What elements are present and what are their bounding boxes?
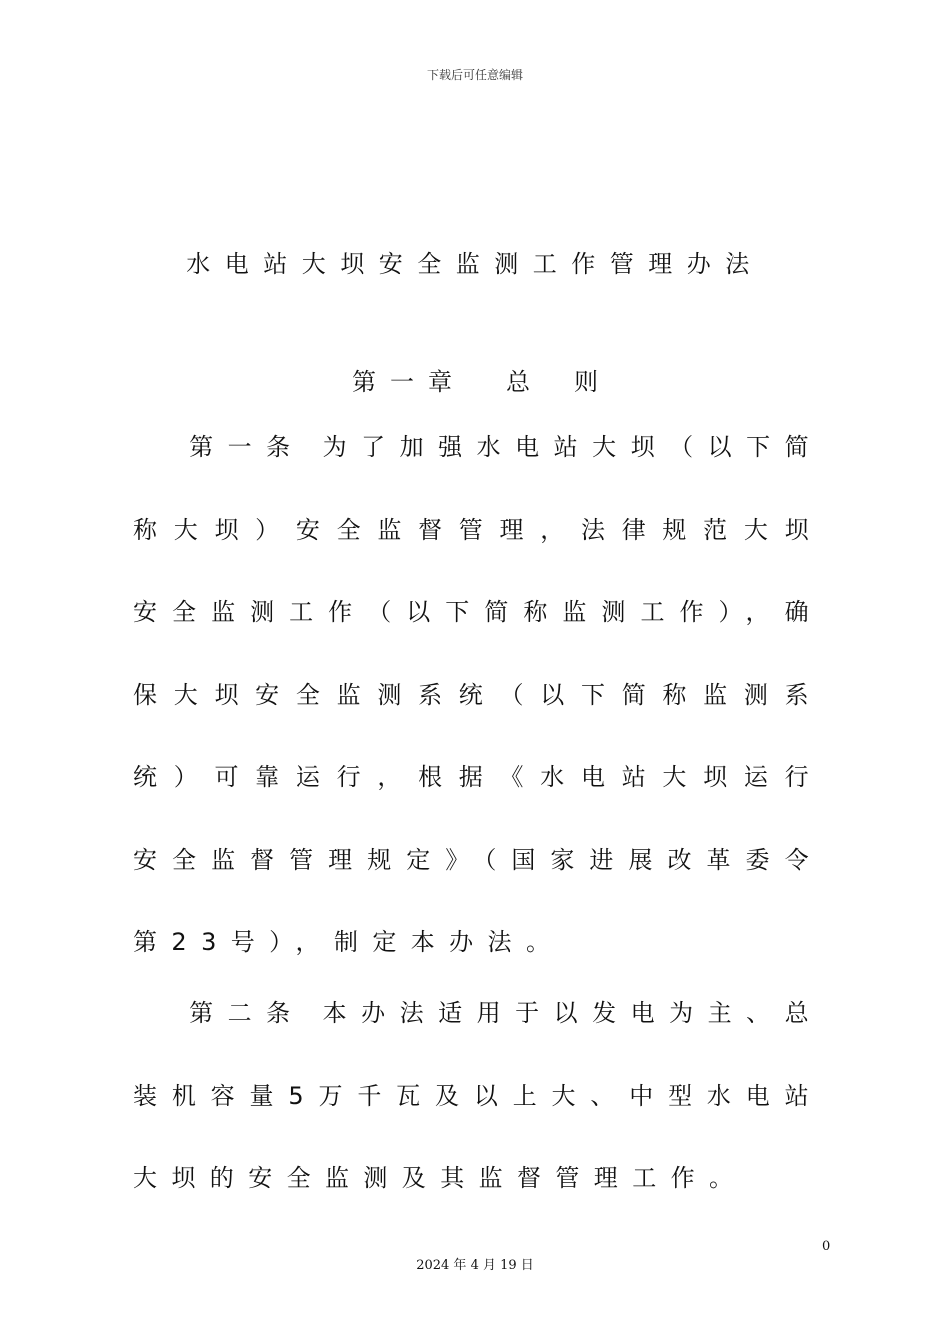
document-title: 水电站大坝安全监测工作管理办法 bbox=[186, 250, 764, 278]
page-number: 0 bbox=[822, 1239, 831, 1254]
footer-date: 2024 年 4 月 19 日 bbox=[416, 1258, 534, 1273]
article-1 bbox=[133, 406, 823, 984]
article-2 bbox=[133, 972, 823, 1220]
chapter-name-part2: 则 bbox=[574, 368, 598, 396]
article-1-text: 为了加强水电站大坝（以下简称大坝）安全监督管理，法律规范大坝安全监测工作（以下简称监测工作），确保大坝安全监测系统（以下简称监测系统）可靠运行，根据《水电站大坝运行安全监督管理规定》（国家进展改革委令第23号），制定本办法。 bbox=[133, 433, 823, 956]
chapter-number: 第一章 bbox=[352, 368, 466, 396]
article-1-label: 第一条 bbox=[189, 433, 305, 461]
article-2-label: 第二条 bbox=[189, 999, 305, 1027]
chapter-heading bbox=[0, 362, 950, 397]
article-2-text: 本办法适用于以发电为主、总装机容量5万千瓦及以上大、中型水电站大坝的安全监测及其监督管理工作。 bbox=[133, 999, 823, 1192]
page-header: 下载后可任意编辑 bbox=[426, 68, 523, 82]
chapter-name-part1: 总 bbox=[506, 368, 530, 396]
